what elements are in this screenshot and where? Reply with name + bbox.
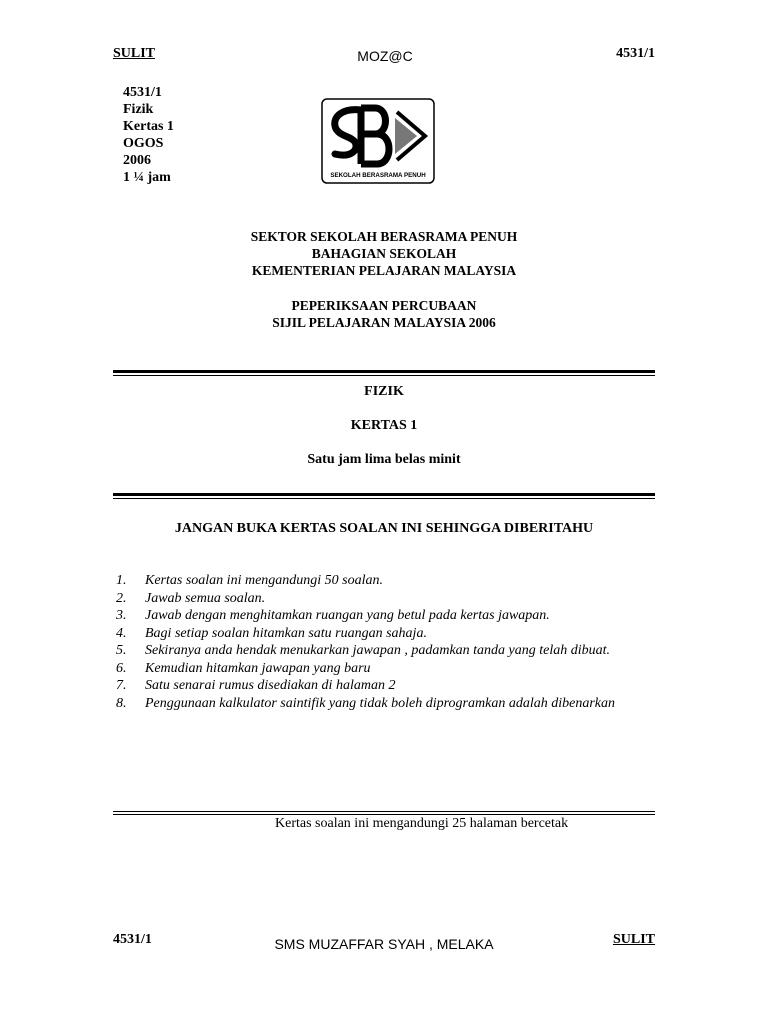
footer-school-name: SMS MUZAFFAR SYAH , MELAKA <box>274 936 494 952</box>
instruction-item: 7. Satu senarai rumus disediakan di halaman 2 <box>116 678 396 693</box>
footer-left-code: 4531/1 <box>113 932 152 947</box>
meta-subject: Fizik <box>123 102 154 117</box>
header-right-code: 4531/1 <box>616 46 655 61</box>
sbp-logo <box>321 98 435 184</box>
meta-code: 4531/1 <box>123 85 162 100</box>
footer-right-sulit: SULIT <box>612 932 655 947</box>
instructions-list <box>116 572 615 712</box>
meta-month: OGOS <box>123 136 164 151</box>
org-line-1: SEKTOR SEKOLAH BERASRAMA PENUH <box>250 229 518 244</box>
org-line-3: KEMENTERIAN PELAJARAN MALAYSIA <box>251 263 517 278</box>
logo-caption: SEKOLAH BERASRAMA PENUH <box>330 172 426 179</box>
instruction-item: 4. Bagi setiap soalan hitamkan satu ruangan sahaja. <box>116 625 427 641</box>
meta-duration: 1 ¼ jam <box>123 170 171 185</box>
exam-title-block <box>113 297 655 331</box>
paper-meta <box>123 84 174 186</box>
instruction-item: 1. Kertas soalan ini mengandungi 50 soalan. <box>116 573 384 588</box>
divider-top <box>113 370 655 376</box>
org-line-2: BAHAGIAN SEKOLAH <box>311 246 457 261</box>
instruction-item: 3. Jawab dengan menghitamkan ruangan yang betul pada kertas jawapan. <box>116 608 550 623</box>
instruction-item: 8. Penggunaan kalkulator saintifik yang tidak boleh diprogramkan adalah dibenarkan <box>116 695 615 711</box>
subject-title: FIZIK <box>364 384 404 399</box>
warning-text: JANGAN BUKA KERTAS SOALAN INI SEHINGGA DIBERITAHU <box>174 521 594 536</box>
instruction-item: 5. Sekiranya anda hendak menukarkan jawapan , padamkan tanda yang telah dibuat. <box>116 643 611 658</box>
instruction-item: 2. Jawab semua soalan. <box>116 590 266 606</box>
divider-bottom <box>113 811 655 815</box>
divider-middle <box>113 493 655 499</box>
header-left-sulit: SULIT <box>113 46 156 61</box>
page-count-note: Kertas soalan ini mengandungi 25 halaman bercetak <box>275 816 569 831</box>
header-center-text: MOZ@C <box>357 48 413 64</box>
exam-line-1: PEPERIKSAAN PERCUBAAN <box>291 298 477 313</box>
meta-year: 2006 <box>123 153 151 168</box>
exam-line-2: SIJIL PELAJARAN MALAYSIA 2006 <box>272 315 496 330</box>
duration-text: Satu jam lima belas minit <box>307 452 461 467</box>
meta-paper: Kertas 1 <box>123 119 174 134</box>
instruction-item: 6. Kemudian hitamkan jawapan yang baru <box>116 660 371 676</box>
organisation-block <box>113 228 655 279</box>
sbp-logo-graphic <box>321 98 435 184</box>
paper-title: KERTAS 1 <box>350 418 418 433</box>
